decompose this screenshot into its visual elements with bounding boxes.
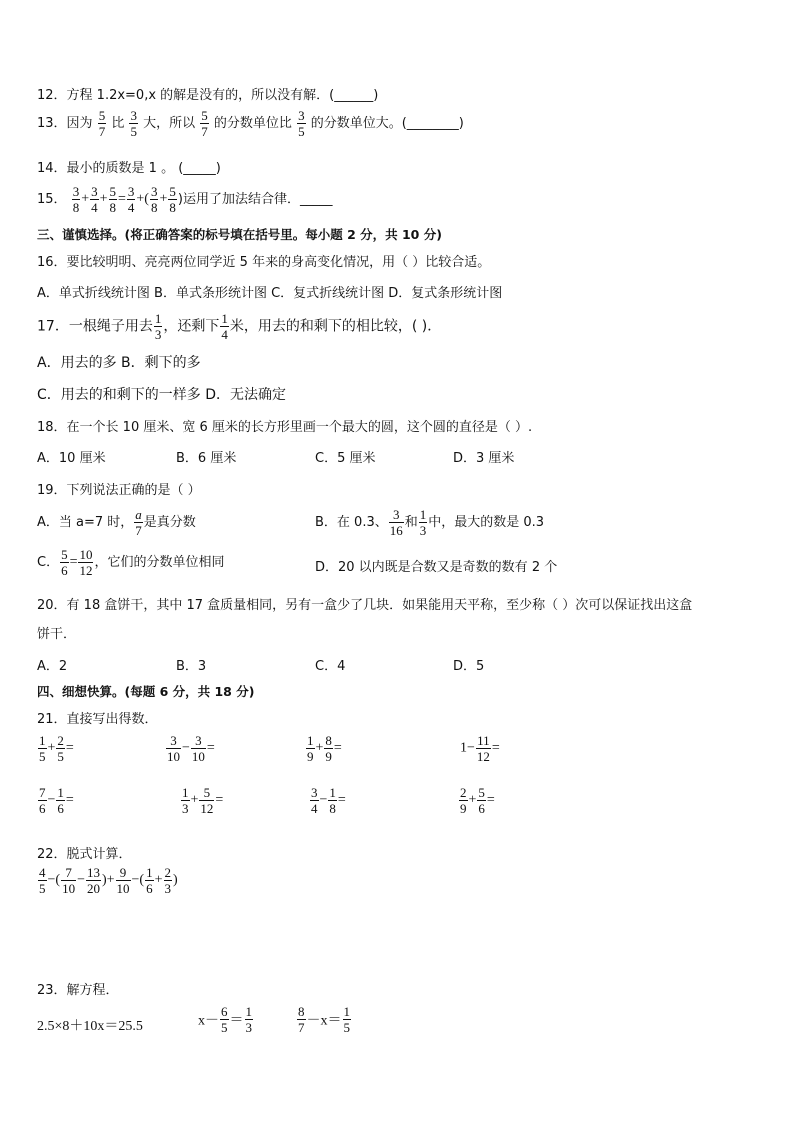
operator: + bbox=[315, 740, 324, 756]
fraction bbox=[245, 1005, 254, 1034]
fraction bbox=[150, 185, 159, 214]
fraction-numerator: 5 bbox=[98, 108, 106, 123]
fraction-numerator: 5 bbox=[169, 184, 176, 199]
question-18-option-d: D．3 厘米 bbox=[453, 451, 515, 466]
fraction bbox=[181, 786, 190, 815]
question-18-stem: 18．在一个长 10 厘米、宽 6 厘米的长方形里画一个最大的圆，这个圆的直径是（ ）. bbox=[37, 420, 533, 435]
operator: − bbox=[77, 872, 85, 888]
fraction-denominator: 6 bbox=[57, 801, 64, 816]
text: A．当 a=7 时， bbox=[37, 515, 134, 530]
fraction bbox=[324, 734, 333, 763]
fraction bbox=[306, 734, 315, 763]
operator: = bbox=[69, 554, 78, 570]
fraction-numerator: 3 bbox=[195, 733, 202, 748]
fraction bbox=[328, 786, 337, 815]
fraction-denominator: 6 bbox=[39, 801, 46, 816]
fraction-numerator: 1 bbox=[221, 311, 228, 326]
fraction bbox=[310, 786, 319, 815]
fraction-numerator: 5 bbox=[203, 785, 211, 800]
fraction bbox=[419, 508, 428, 537]
fraction-denominator: 12 bbox=[200, 801, 214, 816]
text: 的分数单位大。(________) bbox=[310, 116, 464, 131]
fraction-numerator: 1 bbox=[419, 507, 427, 522]
fraction-denominator: 5 bbox=[298, 124, 305, 139]
fraction bbox=[191, 734, 206, 763]
calc-expression-2 bbox=[165, 734, 215, 763]
fraction-numerator: 5 bbox=[201, 108, 208, 123]
text: 大，所以 bbox=[143, 116, 196, 131]
fraction-numerator: 1 bbox=[154, 311, 162, 326]
operator: = bbox=[491, 740, 500, 756]
fraction bbox=[86, 866, 101, 895]
fraction bbox=[297, 109, 306, 138]
question-16-options: A．单式折线统计图 B．单式条形统计图 C．复式折线统计图 D．复式条形统计图 bbox=[37, 286, 503, 301]
fraction-numerator: 3 bbox=[311, 785, 318, 800]
question-14 bbox=[37, 157, 221, 176]
text: 的分数单位比 bbox=[213, 116, 292, 131]
text: 米，用去的和剩下的相比较，( )． bbox=[229, 318, 442, 335]
fraction-numerator: 3 bbox=[392, 507, 400, 522]
question-12 bbox=[37, 84, 378, 103]
fraction bbox=[116, 866, 131, 895]
fraction-numerator: 2 bbox=[164, 865, 171, 880]
fraction-denominator: 12 bbox=[476, 749, 490, 764]
fraction-denominator: 10 bbox=[116, 881, 130, 896]
operator: + bbox=[81, 191, 90, 207]
fraction-denominator: 5 bbox=[221, 1020, 228, 1035]
fraction-numerator: 7 bbox=[65, 865, 72, 880]
fraction-numerator: 3 bbox=[72, 184, 80, 199]
question-20-option-c: C．4 bbox=[315, 659, 346, 674]
fraction-denominator: 4 bbox=[127, 200, 135, 215]
fraction-denominator: 4 bbox=[221, 327, 228, 342]
question-19-option-b bbox=[315, 508, 544, 537]
fraction bbox=[127, 185, 136, 214]
fraction-numerator: 11 bbox=[477, 733, 490, 748]
operator: ) bbox=[173, 872, 178, 888]
question-20-line-2: 饼干． bbox=[37, 627, 77, 642]
fraction-denominator: 3 bbox=[182, 801, 189, 816]
operator: + bbox=[190, 792, 199, 808]
fraction-denominator: 12 bbox=[79, 563, 93, 578]
fraction-numerator: 1 bbox=[182, 785, 189, 800]
operator: −( bbox=[131, 872, 145, 888]
fraction-denominator: 9 bbox=[307, 749, 314, 764]
fraction bbox=[56, 786, 65, 815]
fraction-numerator: 13 bbox=[86, 865, 100, 880]
fraction-denominator: 7 bbox=[201, 124, 208, 139]
fraction-denominator: 8 bbox=[72, 200, 80, 215]
fraction bbox=[166, 734, 181, 763]
fraction bbox=[134, 508, 143, 537]
fraction-numerator: 1 bbox=[307, 733, 314, 748]
fraction-numerator: 3 bbox=[91, 184, 98, 199]
question-19-option-c bbox=[37, 548, 225, 577]
fraction-numerator: 8 bbox=[325, 733, 332, 748]
question-18-option-a: A．10 厘米 bbox=[37, 451, 106, 466]
fraction-numerator: 1 bbox=[57, 785, 64, 800]
calc-expression-5 bbox=[37, 786, 74, 815]
fraction bbox=[72, 185, 81, 214]
fraction-denominator: 6 bbox=[478, 801, 485, 816]
operator: = bbox=[333, 740, 342, 756]
text: 和 bbox=[404, 515, 418, 530]
fraction-denominator: 4 bbox=[311, 801, 318, 816]
fraction-numerator: 3 bbox=[127, 184, 135, 199]
question-17-options-cd: C．用去的和剩下的一样多 D．无法确定 bbox=[37, 387, 287, 403]
fraction bbox=[60, 548, 69, 577]
section-4-title: 四、细想快算。(每题 6 分，共 18 分) bbox=[37, 684, 255, 699]
fraction-denominator: 6 bbox=[146, 881, 153, 896]
text: )运用了加法结合律．_____ bbox=[177, 192, 333, 207]
text: 中，最大的数是 0.3 bbox=[428, 515, 545, 530]
text: ，还剩下 bbox=[163, 318, 220, 335]
operator: = bbox=[206, 740, 215, 756]
question-22-expression bbox=[37, 866, 178, 895]
fraction-denominator: 10 bbox=[62, 881, 76, 896]
question-20-option-a: A．2 bbox=[37, 659, 68, 674]
fraction-denominator: 9 bbox=[325, 749, 332, 764]
fraction-denominator: 8 bbox=[150, 200, 158, 215]
fraction-numerator: 1 bbox=[146, 865, 153, 880]
fraction bbox=[477, 786, 486, 815]
fraction bbox=[168, 185, 177, 214]
question-17-options-ab: A．用去的多 B．剩下的多 bbox=[37, 355, 201, 371]
question-13 bbox=[37, 109, 464, 138]
question-19-stem: 19．下列说法正确的是（ ） bbox=[37, 483, 201, 498]
text: 是真分数 bbox=[143, 515, 196, 530]
fraction bbox=[61, 866, 76, 895]
fraction-denominator: 6 bbox=[61, 563, 68, 578]
calc-expression-6 bbox=[180, 786, 223, 815]
text: 17．一根绳子用去 bbox=[37, 318, 153, 335]
fraction-denominator: 8 bbox=[109, 200, 116, 215]
fraction-denominator: 10 bbox=[191, 749, 205, 764]
fraction-numerator: 5 bbox=[109, 184, 116, 199]
fraction-numerator: 1 bbox=[343, 1004, 350, 1019]
question-15 bbox=[37, 185, 332, 214]
fraction bbox=[154, 312, 163, 341]
text: 13．因为 bbox=[37, 116, 93, 131]
operator: − bbox=[182, 740, 190, 756]
fraction-numerator: 7 bbox=[39, 785, 46, 800]
fraction-numerator: 1 bbox=[329, 785, 336, 800]
operator: = bbox=[215, 792, 224, 808]
fraction-denominator: 7 bbox=[298, 1020, 305, 1035]
operator: )+ bbox=[101, 872, 115, 888]
calc-expression-7 bbox=[309, 786, 346, 815]
fraction bbox=[199, 786, 214, 815]
fraction-denominator: 9 bbox=[460, 801, 467, 816]
fraction-numerator: 6 bbox=[221, 1004, 228, 1019]
fraction-numerator: 4 bbox=[39, 865, 46, 880]
fraction-denominator: 3 bbox=[154, 327, 162, 342]
operator: − bbox=[47, 792, 56, 808]
operator: + bbox=[468, 792, 477, 808]
operator: 1− bbox=[460, 740, 475, 756]
question-22-title: 22．脱式计算． bbox=[37, 847, 132, 862]
fraction-denominator: 3 bbox=[164, 881, 171, 896]
fraction-numerator: 2 bbox=[460, 785, 467, 800]
calc-expression-1 bbox=[37, 734, 74, 763]
question-21-title: 21．直接写出得数． bbox=[37, 712, 158, 727]
question-19-option-d: D．20 以内既是合数又是奇数的数有 2 个 bbox=[315, 560, 558, 575]
question-23-title: 23．解方程． bbox=[37, 983, 119, 998]
text: 比 bbox=[111, 116, 125, 131]
fraction bbox=[38, 734, 47, 763]
fraction bbox=[220, 312, 229, 341]
operator: + bbox=[47, 740, 56, 756]
fraction bbox=[38, 786, 47, 815]
question-20-line-1: 20．有 18 盒饼干，其中 17 盒质量相同，另有一盒少了几块．如果能用天平称，至少称（ ）次可以保证找出这盒 bbox=[37, 598, 693, 613]
fraction bbox=[389, 508, 404, 537]
fraction bbox=[200, 109, 209, 138]
calc-expression-3 bbox=[305, 734, 342, 763]
fraction-numerator: 2 bbox=[57, 733, 64, 748]
fraction-numerator: 3 bbox=[150, 184, 158, 199]
fraction bbox=[90, 185, 99, 214]
operator: = bbox=[486, 792, 495, 808]
fraction bbox=[38, 866, 47, 895]
fraction-denominator: 5 bbox=[130, 124, 137, 139]
fraction-denominator: 5 bbox=[39, 749, 46, 764]
text: ，它们的分数单位相同 bbox=[94, 555, 225, 570]
operator: ＝ bbox=[229, 1013, 244, 1029]
fraction-numerator: 8 bbox=[298, 1004, 305, 1019]
fraction-numerator: 5 bbox=[61, 547, 68, 562]
fraction bbox=[459, 786, 468, 815]
section-3-title: 三、谨慎选择。(将正确答案的标号填在括号里。每小题 2 分，共 10 分) bbox=[37, 227, 442, 242]
question-16-stem: 16．要比较明明、亮亮两位同学近 5 年来的身高变化情况，用（ ）比较合适。 bbox=[37, 255, 491, 270]
operator: +( bbox=[136, 191, 149, 207]
fraction bbox=[56, 734, 65, 763]
fraction-denominator: 3 bbox=[419, 523, 427, 538]
fraction bbox=[220, 1005, 229, 1034]
fraction-denominator: 5 bbox=[57, 749, 64, 764]
text: B．在 0.3、 bbox=[315, 515, 388, 530]
fraction-denominator: 20 bbox=[86, 881, 100, 896]
calc-expression-4 bbox=[460, 734, 500, 763]
text: 15． bbox=[37, 192, 67, 207]
fraction-denominator: 10 bbox=[167, 749, 180, 764]
fraction-numerator: 9 bbox=[119, 865, 127, 880]
question-18-option-c: C．5 厘米 bbox=[315, 451, 376, 466]
equation-2 bbox=[198, 1005, 254, 1034]
question-20-option-d: D．5 bbox=[453, 659, 485, 674]
fraction bbox=[297, 1005, 306, 1034]
calc-expression-8 bbox=[458, 786, 495, 815]
operator: = bbox=[65, 740, 74, 756]
fraction bbox=[129, 109, 138, 138]
fraction-denominator: 8 bbox=[329, 801, 336, 816]
question-18-option-b: B．6 厘米 bbox=[176, 451, 237, 466]
operator: x－ bbox=[198, 1013, 219, 1029]
fraction-denominator: 8 bbox=[169, 200, 176, 215]
fraction bbox=[78, 548, 93, 577]
text: C． bbox=[37, 555, 60, 570]
operator: + bbox=[99, 191, 108, 207]
fraction-numerator: 5 bbox=[478, 785, 485, 800]
fraction-numerator: 10 bbox=[79, 547, 93, 562]
fraction-denominator: 7 bbox=[135, 523, 142, 538]
fraction bbox=[343, 1005, 352, 1034]
operator: = bbox=[118, 191, 126, 207]
question-19-option-a bbox=[37, 508, 196, 537]
fraction-denominator: 3 bbox=[245, 1020, 252, 1035]
fraction-numerator: 1 bbox=[245, 1004, 252, 1019]
question-14-text: 14．最小的质数是 1 。 (_____) bbox=[37, 161, 221, 176]
fraction-denominator: 5 bbox=[343, 1020, 350, 1035]
fraction bbox=[476, 734, 491, 763]
fraction-numerator: 3 bbox=[170, 733, 177, 748]
fraction-denominator: 16 bbox=[389, 523, 403, 538]
question-20-option-b: B．3 bbox=[176, 659, 207, 674]
operator: + bbox=[159, 191, 168, 207]
fraction-denominator: 7 bbox=[98, 124, 106, 139]
fraction-denominator: 5 bbox=[39, 881, 46, 896]
question-12-text: 12．方程 1.2x=0,x 的解是没有的，所以没有解．(______) bbox=[37, 88, 379, 103]
fraction-numerator: a bbox=[135, 507, 142, 522]
operator: －x＝ bbox=[306, 1013, 342, 1029]
fraction-numerator: 1 bbox=[39, 733, 46, 748]
fraction bbox=[164, 866, 173, 895]
fraction-numerator: 3 bbox=[130, 108, 137, 123]
equation-1: 2.5×8＋10x＝25.5 bbox=[37, 1019, 143, 1034]
fraction bbox=[109, 185, 118, 214]
fraction-denominator: 4 bbox=[91, 200, 98, 215]
operator: + bbox=[154, 872, 163, 888]
operator: = bbox=[65, 792, 74, 808]
operator: −( bbox=[47, 872, 61, 888]
equation-3 bbox=[296, 1005, 352, 1034]
fraction bbox=[145, 866, 154, 895]
operator: = bbox=[337, 792, 346, 808]
operator: − bbox=[319, 792, 328, 808]
question-17 bbox=[37, 312, 441, 341]
fraction-numerator: 3 bbox=[298, 108, 305, 123]
fraction bbox=[98, 109, 107, 138]
